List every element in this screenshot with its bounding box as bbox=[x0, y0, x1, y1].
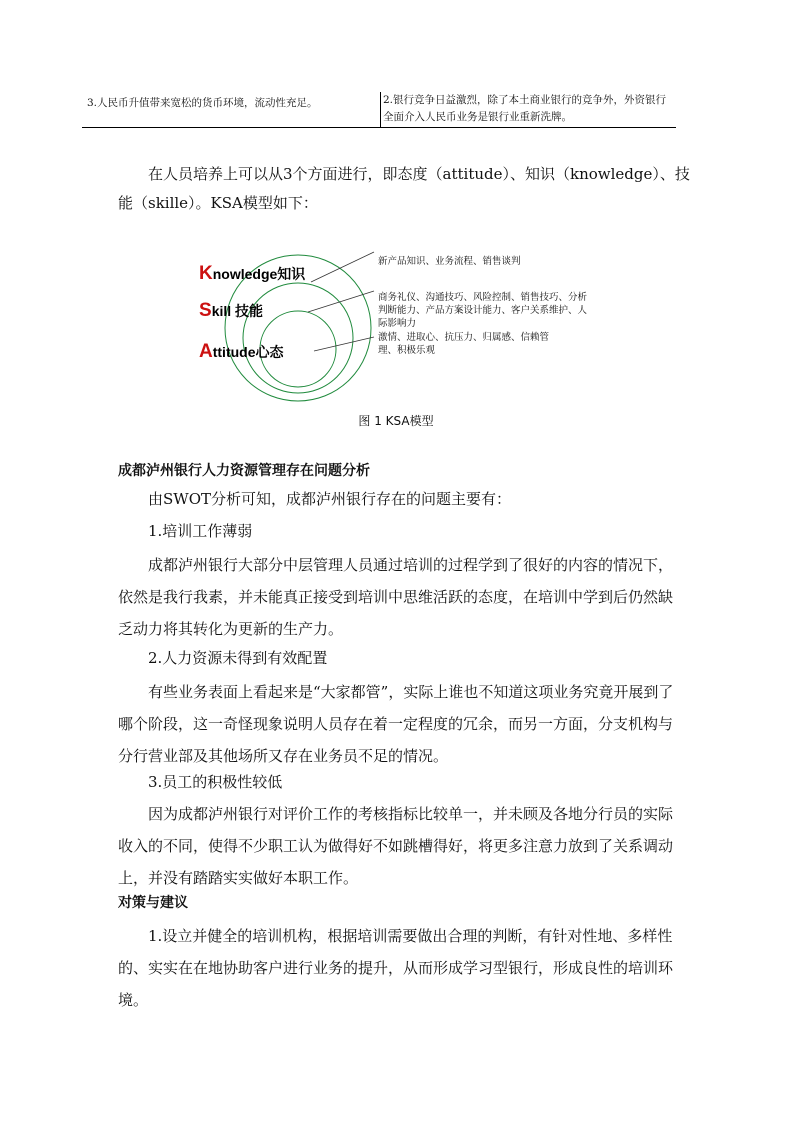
knowledge-pointer bbox=[311, 252, 374, 282]
item3-body: 因为成都泸州银行对评价工作的考核指标比较单一，并未顾及各地分行员的实际收入的不同，使得不少职工认为做得好不如跳槽得好，将更多注意力放到了关系调动上，并没有踏踏实实做好本职工作。 bbox=[118, 805, 674, 887]
figure-caption: 图 1 KSA模型 bbox=[358, 414, 434, 428]
knowledge-rest: nowledge知识 bbox=[212, 266, 306, 282]
skill-initial: S bbox=[199, 300, 212, 321]
table-divider bbox=[380, 92, 381, 128]
attitude-initial: A bbox=[199, 341, 213, 362]
section-heading-analysis: 成都泸州银行人力资源管理存在问题分析 bbox=[118, 463, 370, 479]
attitude-rest: ttitude心态 bbox=[212, 344, 284, 360]
knowledge-label bbox=[199, 263, 305, 285]
item1-title: 1.培训工作薄弱 bbox=[148, 522, 253, 540]
top-table bbox=[82, 92, 676, 128]
table-bottom-border bbox=[82, 127, 676, 128]
skill-rest: kill 技能 bbox=[211, 303, 264, 319]
item3-title: 3.员工的积极性较低 bbox=[148, 773, 283, 791]
section-heading-recommendations: 对策与建议 bbox=[118, 895, 188, 911]
knowledge-description: 新产品知识、业务流程、销售谈判 bbox=[378, 256, 521, 267]
attitude-description: 激情、进取心、抗压力、归属感、信赖管理、积极乐观 bbox=[378, 332, 550, 356]
section1-intro: 由SWOT分析可知，成都泸州银行存在的问题主要有： bbox=[148, 490, 511, 508]
skill-label bbox=[199, 300, 263, 322]
recommendation-item1: 1.设立并健全的培训机构，根据培训需要做出合理的判断，有针对性地、多样性的、实实在在地协助客户进行业务的提升，从而形成学习型银行，形成良性的培训环境。 bbox=[118, 927, 674, 1009]
item2-body: 有些业务表面上看起来是“大家都管”，实际上谁也不知道这项业务究竟开展到了哪个阶段，这一奇怪现象说明人员存在着一定程度的冗余，而另一方面，分支机构与分行营业部及其他场所又存在业务员不足的情况。 bbox=[118, 683, 674, 765]
attitude-pointer bbox=[314, 337, 374, 351]
knowledge-initial: K bbox=[199, 263, 213, 284]
ksa-figure bbox=[196, 238, 596, 404]
table-cell-left: 3.人民币升值带来宽松的货币环境，流动性充足。 bbox=[87, 97, 318, 109]
item1-body: 成都泸州银行大部分中层管理人员通过培训的过程学到了很好的内容的情况下，依然是我行我素，并未能真正接受到培训中思维活跃的态度，在培训中学到后仍然缺乏动力将其转化为更新的生产力。 bbox=[118, 556, 674, 638]
table-cell-right: 2.银行竞争日益激烈，除了本土商业银行的竞争外，外资银行全面介入人民币业务是银行业重新洗牌。 bbox=[383, 94, 667, 123]
skill-pointer bbox=[308, 291, 374, 312]
skill-description: 商务礼仪、沟通技巧、风险控制、销售技巧、分析判断能力、产品方案设计能力、客户关系维护、人际影响力 bbox=[378, 292, 588, 329]
intro-paragraph: 在人员培养上可以从3个方面进行，即态度（attitude）、知识（knowledge）、技能（skille）。KSA模型如下： bbox=[118, 165, 690, 212]
attitude-label bbox=[199, 341, 284, 363]
item2-title: 2.人力资源未得到有效配置 bbox=[148, 649, 328, 667]
